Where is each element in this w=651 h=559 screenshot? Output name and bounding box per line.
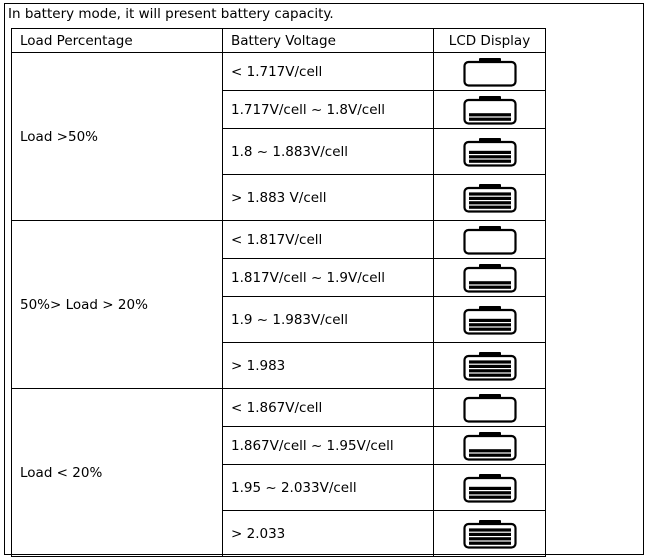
- battery-voltage-cell: < 1.717V/cell: [223, 53, 434, 91]
- lcd-display-cell: [434, 389, 546, 427]
- battery-voltage-cell: > 1.983: [223, 343, 434, 389]
- battery-level-icon: [462, 393, 518, 423]
- header-battery-voltage: Battery Voltage: [223, 29, 434, 53]
- caption: In battery mode, it will present battery capacity.: [8, 6, 334, 22]
- lcd-display-cell: [434, 259, 546, 297]
- battery-body: [464, 62, 515, 86]
- battery-voltage-cell: 1.817V/cell ~ 1.9V/cell: [223, 259, 434, 297]
- battery-bar: [469, 532, 511, 535]
- battery-bar: [469, 201, 511, 204]
- header-lcd-display: LCD Display: [434, 29, 546, 53]
- battery-voltage-cell: < 1.867V/cell: [223, 389, 434, 427]
- battery-bar: [469, 453, 511, 456]
- table-row: [12, 221, 546, 259]
- lcd-display-cell: [434, 511, 546, 557]
- battery-level-icon: [462, 57, 518, 87]
- battery-level-icon: [462, 519, 518, 549]
- lcd-display-cell: [434, 53, 546, 91]
- battery-bar: [469, 327, 511, 330]
- battery-bar: [469, 113, 511, 116]
- lcd-display-cell: [434, 129, 546, 175]
- battery-level-icon: [462, 95, 518, 125]
- battery-bar: [469, 360, 511, 363]
- battery-voltage-cell: 1.95 ~ 2.033V/cell: [223, 465, 434, 511]
- load-percentage-cell: Load >50%: [12, 53, 223, 221]
- battery-level-icon: [462, 305, 518, 335]
- battery-bar: [469, 205, 511, 208]
- header-load-percentage: Load Percentage: [12, 29, 223, 53]
- lcd-display-cell: [434, 427, 546, 465]
- battery-bar: [469, 449, 511, 452]
- battery-bar: [469, 491, 511, 494]
- battery-bar: [469, 528, 511, 531]
- battery-bar: [469, 150, 511, 153]
- load-percentage-cell: 50%> Load > 20%: [12, 221, 223, 389]
- lcd-display-cell: [434, 91, 546, 129]
- battery-voltage-cell: > 2.033: [223, 511, 434, 557]
- battery-level-icon: [462, 473, 518, 503]
- battery-bar: [469, 369, 511, 372]
- battery-bar: [469, 159, 511, 162]
- battery-bar: [469, 537, 511, 540]
- lcd-display-cell: [434, 175, 546, 221]
- battery-voltage-cell: 1.9 ~ 1.983V/cell: [223, 297, 434, 343]
- lcd-display-cell: [434, 343, 546, 389]
- battery-bar: [469, 285, 511, 288]
- battery-voltage-cell: 1.867V/cell ~ 1.95V/cell: [223, 427, 434, 465]
- battery-bar: [469, 281, 511, 284]
- lcd-display-cell: [434, 297, 546, 343]
- lcd-display-cell: [434, 221, 546, 259]
- battery-body: [464, 230, 515, 254]
- battery-level-icon: [462, 137, 518, 167]
- battery-bar: [469, 318, 511, 321]
- battery-bar: [469, 495, 511, 498]
- battery-voltage-cell: 1.8 ~ 1.883V/cell: [223, 129, 434, 175]
- battery-level-icon: [462, 183, 518, 213]
- battery-bar: [469, 117, 511, 120]
- header-row: [12, 29, 546, 53]
- table-row: [12, 53, 546, 91]
- load-percentage-cell: Load < 20%: [12, 389, 223, 557]
- battery-level-icon: [462, 225, 518, 255]
- battery-bar: [469, 196, 511, 199]
- battery-bar: [469, 155, 511, 158]
- table-row: [12, 389, 546, 427]
- battery-voltage-cell: < 1.817V/cell: [223, 221, 434, 259]
- lcd-display-cell: [434, 465, 546, 511]
- battery-level-icon: [462, 431, 518, 461]
- battery-voltage-cell: 1.717V/cell ~ 1.8V/cell: [223, 91, 434, 129]
- battery-capacity-table: [11, 28, 546, 557]
- battery-bar: [469, 373, 511, 376]
- battery-bar: [469, 486, 511, 489]
- battery-level-icon: [462, 263, 518, 293]
- battery-bar: [469, 541, 511, 544]
- battery-voltage-cell: > 1.883 V/cell: [223, 175, 434, 221]
- battery-bar: [469, 192, 511, 195]
- battery-bar: [469, 364, 511, 367]
- battery-body: [464, 398, 515, 422]
- battery-bar: [469, 323, 511, 326]
- battery-level-icon: [462, 351, 518, 381]
